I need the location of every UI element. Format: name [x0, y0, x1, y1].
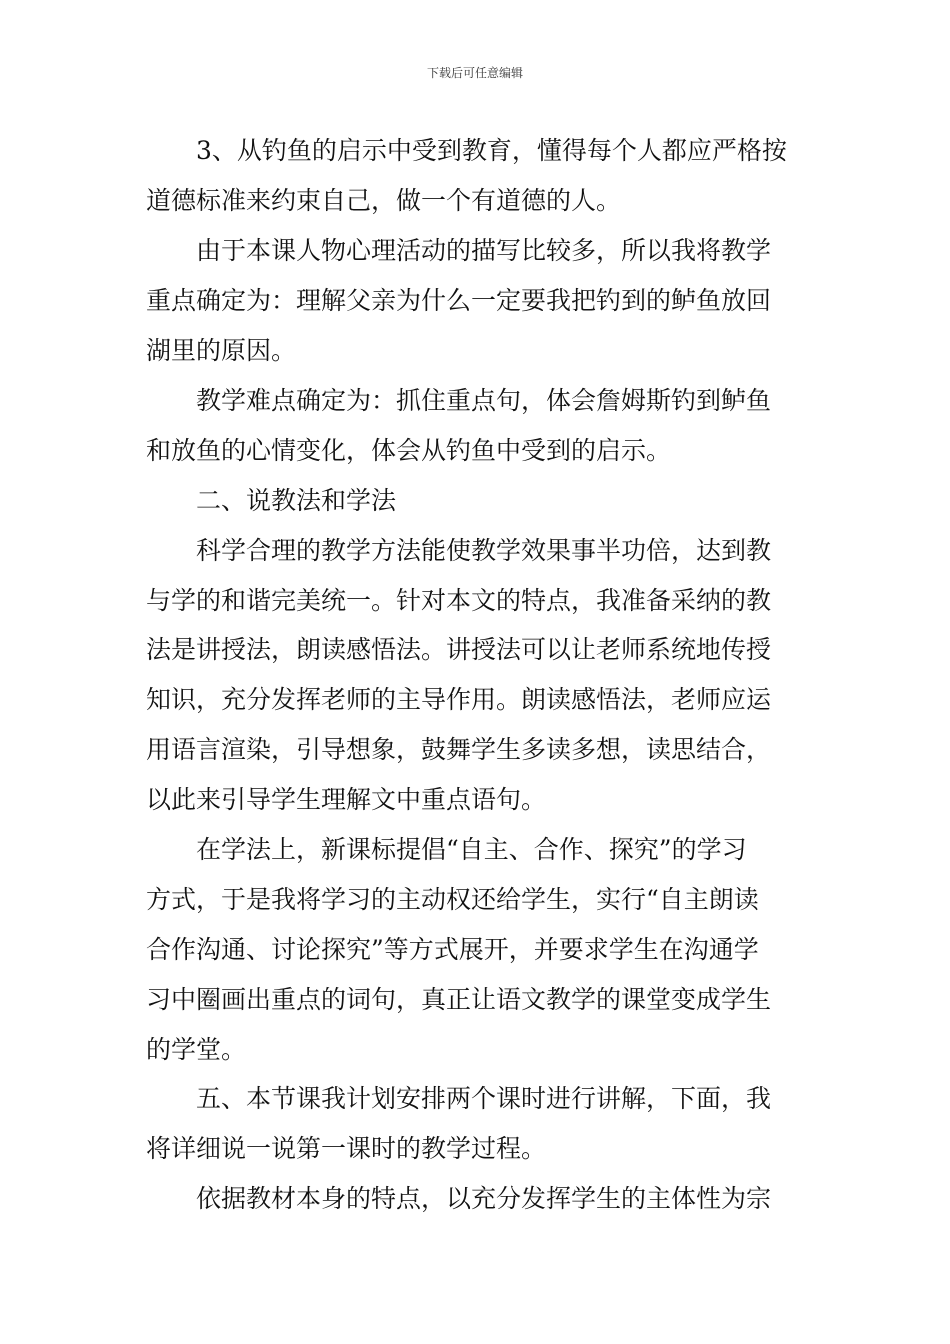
text-line: 知识，充分发挥老师的主导作用。朗读感悟法，老师应运	[146, 685, 772, 714]
text-line: 依据教材本身的特点，以充分发挥学生的主体性为宗	[146, 1184, 772, 1213]
text-line: 习中圈画出重点的词句，真正让语文教学的课堂变成学生	[146, 985, 772, 1014]
text-line: 道德标准来约束自己，做一个有道德的人。	[146, 186, 622, 215]
text-line: 科学合理的教学方法能使教学效果事半功倍，达到教	[146, 536, 772, 565]
text-line: 重点确定为：理解父亲为什么一定要我把钓到的鲈鱼放回	[146, 286, 772, 315]
text-line: 方式，于是我将学习的主动权还给学生，实行“自主朗读	[146, 885, 759, 914]
text-line: 的学堂。	[146, 1035, 247, 1064]
text-line: 将详细说一说第一课时的教学过程。	[146, 1134, 547, 1163]
text-line: 在学法上，新课标提倡“自主、合作、探究”的学习	[146, 835, 747, 864]
text-line: 以此来引导学生理解文中重点语句。	[146, 785, 547, 814]
text-line: 湖里的原因。	[146, 336, 297, 365]
text-line: 和放鱼的心情变化，体会从钓鱼中受到的启示。	[146, 436, 672, 465]
text-line: 用语言渲染，引导想象，鼓舞学生多读多想，读思结合，	[146, 735, 772, 764]
text-line: 3、从钓鱼的启示中受到教育，懂得每个人都应严格按	[146, 136, 787, 165]
text-line: 教学难点确定为：抓住重点句，体会詹姆斯钓到鲈鱼	[146, 386, 772, 415]
text-line: 由于本课人物心理活动的描写比较多，所以我将教学	[146, 236, 772, 265]
text-line: 合作沟通、讨论探究”等方式展开，并要求学生在沟通学	[146, 935, 759, 964]
text-line: 五、本节课我计划安排两个课时进行讲解，下面，我	[146, 1084, 772, 1113]
page-header-note: 下载后可任意编辑	[426, 66, 523, 80]
text-line: 与学的和谐完美统一。针对本文的特点，我准备采纳的教	[146, 586, 772, 615]
text-line: 法是讲授法，朗读感悟法。讲授法可以让老师系统地传授	[146, 635, 772, 664]
section-heading: 二、说教法和学法	[146, 486, 397, 515]
